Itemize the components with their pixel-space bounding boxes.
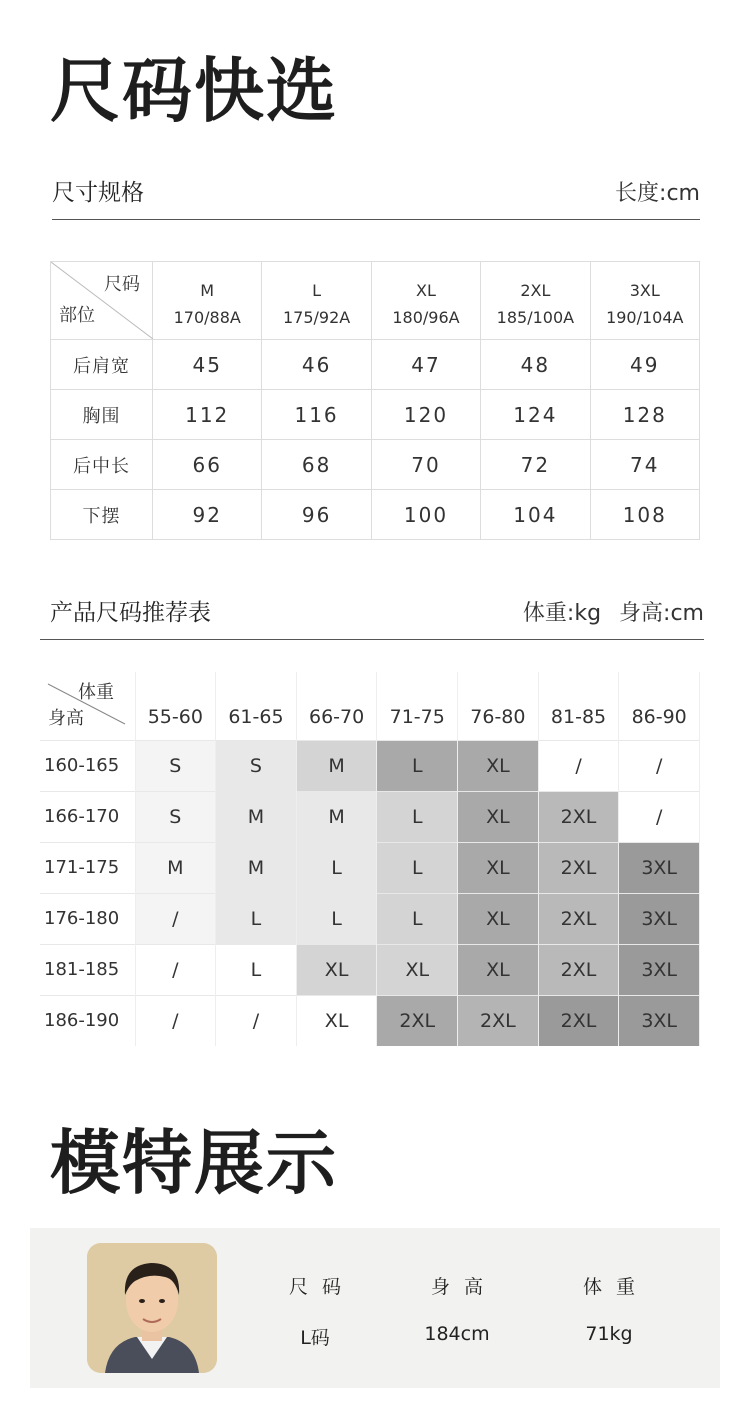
corner-height-label: 身高 (48, 708, 84, 729)
corner-part-label: 部位 (59, 305, 95, 326)
size-cell: L (216, 944, 297, 995)
weight-col-header: 66-70 (296, 672, 377, 740)
spec-col-header: XL 180/96A (371, 262, 480, 340)
spec-title: 尺寸规格 (52, 180, 144, 206)
recommend-section-header (40, 594, 704, 640)
spec-cell: 112 (153, 390, 262, 440)
spec-unit: 长度:cm (615, 181, 700, 206)
spec-col-header: 2XL 185/100A (481, 262, 590, 340)
size-cell: 2XL (538, 944, 619, 995)
size-cell: / (619, 791, 700, 842)
model-weight-value: 71kg (585, 1323, 633, 1345)
spec-col-header: L 175/92A (262, 262, 371, 340)
size-cell: L (296, 842, 377, 893)
height-row-label: 160-165 (40, 740, 135, 791)
size-cell: M (135, 842, 216, 893)
recommend-row (40, 740, 700, 791)
spec-corner-cell (51, 262, 153, 340)
size-cell: / (135, 893, 216, 944)
model-weight-col (539, 1272, 679, 1345)
size-cell: 3XL (619, 995, 700, 1046)
weight-col-header: 55-60 (135, 672, 216, 740)
size-cell: XL (458, 893, 539, 944)
spec-row (51, 490, 700, 540)
corner-size-label: 尺码 (104, 274, 140, 295)
spec-row (51, 340, 700, 390)
size-cell: M (296, 791, 377, 842)
size-cell: M (216, 791, 297, 842)
size-cell: 2XL (538, 893, 619, 944)
size-cell: / (538, 740, 619, 791)
spec-cell: 100 (371, 490, 480, 540)
weight-col-header: 81-85 (538, 672, 619, 740)
spec-cell: 48 (481, 340, 590, 390)
corner-weight-label: 体重 (78, 682, 114, 703)
spec-col-header: 3XL 190/104A (590, 262, 699, 340)
spec-cell: 128 (590, 390, 699, 440)
size-cell: M (296, 740, 377, 791)
model-height-col (387, 1272, 527, 1345)
size-cell: L (377, 842, 458, 893)
spec-row (51, 390, 700, 440)
size-cell: 3XL (619, 944, 700, 995)
model-avatar (87, 1243, 217, 1373)
model-height-value: 184cm (424, 1323, 490, 1345)
height-row-label: 176-180 (40, 893, 135, 944)
spec-header-row (51, 262, 700, 340)
spec-cell: 116 (262, 390, 371, 440)
spec-cell: 96 (262, 490, 371, 540)
spec-section-header (52, 174, 700, 220)
spec-row-label: 下摆 (51, 490, 153, 540)
spec-col-header: M 170/88A (153, 262, 262, 340)
size-cell: L (377, 791, 458, 842)
recommend-row (40, 995, 700, 1046)
recommend-row (40, 893, 700, 944)
spec-cell: 70 (371, 440, 480, 490)
height-unit: 身高:cm (619, 601, 704, 626)
size-cell: XL (458, 740, 539, 791)
recommend-table (40, 672, 700, 1046)
model-size-value: L码 (300, 1327, 330, 1349)
size-cell: 3XL (619, 842, 700, 893)
recommend-units (505, 596, 704, 627)
height-row-label: 171-175 (40, 842, 135, 893)
spec-cell: 46 (262, 340, 371, 390)
weight-col-header: 86-90 (619, 672, 700, 740)
spec-cell: 120 (371, 390, 480, 440)
spec-cell: 49 (590, 340, 699, 390)
model-size-col (245, 1272, 385, 1350)
size-quick-select-title: 尺码快选 (50, 50, 338, 132)
size-cell: 2XL (377, 995, 458, 1046)
size-cell: L (377, 893, 458, 944)
spec-row (51, 440, 700, 490)
size-cell: S (135, 740, 216, 791)
size-cell: XL (458, 944, 539, 995)
height-row-label: 166-170 (40, 791, 135, 842)
spec-cell: 66 (153, 440, 262, 490)
model-weight-label: 体重 (582, 1276, 649, 1298)
spec-cell: 124 (481, 390, 590, 440)
spec-cell: 104 (481, 490, 590, 540)
size-cell: L (296, 893, 377, 944)
spec-cell: 45 (153, 340, 262, 390)
size-cell: 3XL (619, 893, 700, 944)
weight-unit: 体重:kg (522, 601, 602, 626)
spec-row-label: 后肩宽 (51, 340, 153, 390)
size-cell: L (216, 893, 297, 944)
size-cell: M (216, 842, 297, 893)
size-cell: 2XL (538, 842, 619, 893)
size-cell: / (216, 995, 297, 1046)
size-cell: XL (377, 944, 458, 995)
recommend-row (40, 791, 700, 842)
spec-cell: 72 (481, 440, 590, 490)
model-size-label: 尺码 (288, 1276, 355, 1298)
spec-cell: 47 (371, 340, 480, 390)
recommend-row (40, 842, 700, 893)
size-cell: L (377, 740, 458, 791)
size-cell: S (135, 791, 216, 842)
recommend-header-row (40, 672, 700, 740)
spec-cell: 68 (262, 440, 371, 490)
spec-row-label: 后中长 (51, 440, 153, 490)
size-cell: XL (458, 791, 539, 842)
height-row-label: 186-190 (40, 995, 135, 1046)
size-cell: / (619, 740, 700, 791)
weight-col-header: 71-75 (377, 672, 458, 740)
spec-table (50, 261, 700, 540)
size-cell: / (135, 944, 216, 995)
spec-row-label: 胸围 (51, 390, 153, 440)
size-cell: XL (296, 944, 377, 995)
spec-cell: 108 (590, 490, 699, 540)
model-height-label: 身高 (430, 1276, 497, 1298)
size-cell: 2XL (538, 995, 619, 1046)
weight-col-header: 61-65 (216, 672, 297, 740)
model-info-card (30, 1228, 720, 1388)
recommend-row (40, 944, 700, 995)
recommend-corner-cell (40, 672, 135, 740)
size-cell: 2XL (538, 791, 619, 842)
size-cell: 2XL (458, 995, 539, 1046)
spec-cell: 74 (590, 440, 699, 490)
size-cell: XL (296, 995, 377, 1046)
size-cell: S (216, 740, 297, 791)
size-cell: XL (458, 842, 539, 893)
model-showcase-title: 模特展示 (50, 1122, 338, 1204)
spec-cell: 92 (153, 490, 262, 540)
recommend-title: 产品尺码推荐表 (50, 600, 211, 626)
height-row-label: 181-185 (40, 944, 135, 995)
size-cell: / (135, 995, 216, 1046)
weight-col-header: 76-80 (458, 672, 539, 740)
